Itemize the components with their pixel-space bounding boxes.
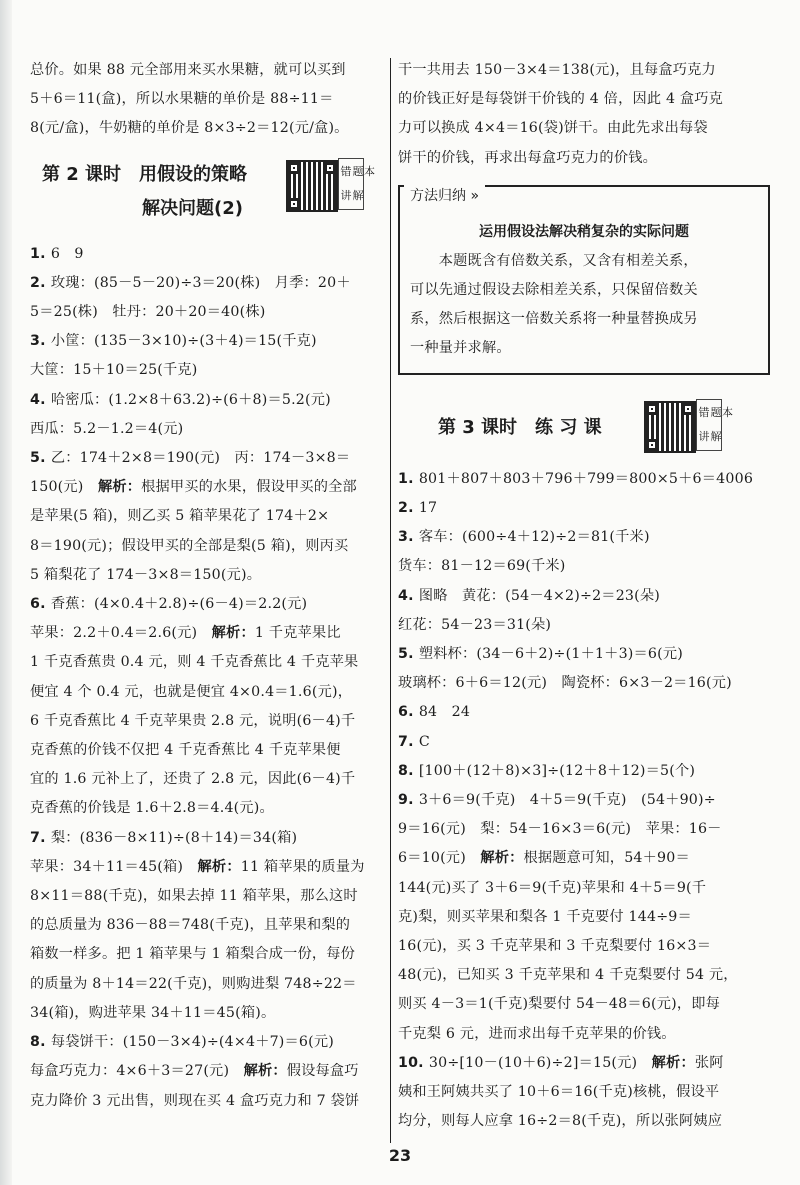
answer-text: 801＋807＋803＋796＋799＝800×5＋6＝4006 [418,470,754,487]
answer-text: 克香蕉的价钱不仅把 4 千克香蕉比 4 千克苹果便 [30,742,341,759]
answer-text: 乙：174＋2×8＝190(元) 丙：174－3×8＝ [50,450,351,467]
answer-text: 苹果：34＋11＝45(箱) [30,858,198,875]
answer-continuation [30,561,386,590]
answer-number: 3. [30,333,51,350]
answer-text: 苹果：2.2＋0.4＝2.6(元) [30,625,212,642]
answer-number: 8. [398,762,419,779]
answer-continuation [398,815,770,844]
qr-label: 错 讲 题 解 本 [338,158,364,210]
answer-item [30,240,386,269]
lesson-2-header [30,152,386,236]
answer-text: 每盒巧克力：4×6＋3＝27(元) [30,1063,244,1080]
answer-text: 图略 黄花：(54－4×2)÷2＝23(朵) [418,587,661,604]
answer-text: 西瓜：5.2－1.2＝4(元) [30,420,184,437]
answer-text: 假设每盒巧 [286,1063,359,1080]
answer-text: 大筐：15＋10＝25(千克) [30,362,198,379]
method-tag: 方法归纳 » [404,183,485,207]
answer-continuation [30,911,386,940]
answer-text: 便宜 4 个 0.4 元，也就是便宜 4×0.4＝1.6(元)， [30,683,353,700]
text-line: 饼干的价钱，再求出每盒巧克力的价钱。 [398,149,657,166]
answer-text: 宜的 1.6 元补上了，还贵了 2.8 元，因此(6－4)千 [30,771,356,788]
answer-item [30,386,386,415]
answer-item [398,786,770,815]
answer-text: C [418,733,430,750]
answer-number: 1. [398,470,419,487]
answer-text: 姨和王阿姨共买了 10＋6＝16(千克)核桃，假设平 [398,1084,720,1101]
answer-continuation [398,1078,770,1107]
answer-text: 每袋饼干：(150－3×4)÷(4×4＋7)＝6(元) [50,1034,335,1051]
answer-item [30,327,386,356]
answer-text: [100＋(12＋8)×3]÷(12＋8＋12)＝5(个) [418,762,696,779]
answer-number: 5. [30,450,51,467]
answer-text: 则买 4－3＝1(千克)梨要付 54－48＝6(元)，即每 [398,996,720,1013]
answer-item [398,728,770,757]
analysis-label: 解析： [480,850,524,867]
answer-item [30,590,386,619]
answer-text: 17 [418,500,438,517]
answer-text: 根据题意可知，54＋90＝ [523,850,690,867]
method-line: 本题既含有倍数关系，又含有相差关系， [410,252,698,269]
answer-continuation [30,473,386,502]
answer-continuation [30,765,386,794]
answer-text: 张阿 [694,1054,724,1071]
answer-continuation [30,532,386,561]
text-line: 总价。如果 88 元全部用来买水果糖，就可以买到 [30,62,346,78]
answer-text: 克力降价 3 元出售，则现在买 4 盒巧克力和 7 袋饼 [30,1092,360,1109]
answer-number: 4. [398,587,419,604]
answer-continuation [398,611,770,640]
answer-continuation [398,990,770,1019]
answer-text: 1 千克香蕉贵 0.4 元，则 4 千克香蕉比 4 千克苹果 [30,654,359,671]
analysis-label: 解析： [197,858,241,875]
lesson-2-title: 第 2 课时 用假设的策略 [42,163,248,185]
answer-continuation [30,882,386,911]
answer-text: 16(元)，买 3 千克苹果和 3 千克梨要付 16×3＝ [398,938,712,955]
answer-text: 的总质量为 836－88＝748(千克)，且苹果和梨的 [30,917,351,934]
answer-continuation [30,736,386,765]
answer-continuation [30,999,386,1028]
answer-text: 150(元) [30,479,98,496]
answer-continuation [398,903,770,932]
method-line: 可以先通过假设去除相差关系，只保留倍数关 [410,281,698,298]
answer-text: 均分，则每人应拿 16÷2＝8(千克)，所以张阿姨应 [398,1113,723,1130]
method-line: 一种量并求解。 [410,339,511,356]
answer-continuation [30,648,386,677]
left-column [30,56,386,1116]
answer-item [398,1049,770,1078]
answer-item [398,757,770,786]
answer-continuation [30,853,386,882]
answer-number: 5. [398,646,419,663]
text-line: 5＋6＝11(盒)，所以水果糖的单价是 88÷11＝ [30,91,334,108]
answer-text: 6 9 [50,245,84,262]
answer-continuation [30,678,386,707]
answer-continuation [398,844,770,873]
method-line: 系，然后根据这一倍数关系将一种量替换成另 [410,310,698,327]
answer-continuation [30,298,386,327]
answer-continuation [30,415,386,444]
answer-continuation [398,1107,770,1136]
qr-label: 错 讲 题 解 本 [696,399,722,451]
lesson-3-title: 第 3 课时 练 习 课 [438,416,602,438]
answer-continuation [398,552,770,581]
answer-number: 2. [30,274,51,291]
answer-continuation [30,940,386,969]
answer-text: 8×11＝88(千克)，如果去掉 11 箱苹果，那么这时 [30,888,358,905]
answer-text: 客车：(600÷4＋12)÷2＝81(千米) [418,529,650,546]
answer-text: 9＝16(元) 梨：54－16×3＝6(元) 苹果：16－ [398,821,722,838]
answer-continuation [30,707,386,736]
answer-item [398,582,770,611]
answer-text: 梨：(836－8×11)÷(8＋14)＝34(箱) [50,829,298,846]
qr-code-icon[interactable] [644,401,696,453]
answer-text: 6 千克香蕉比 4 千克苹果贵 2.8 元，说明(6－4)千 [30,712,356,729]
answer-number: 4. [30,391,51,408]
answer-number: 3. [398,529,419,546]
answer-text: 千克梨 6 元，进而求出每千克苹果的价钱。 [398,1025,676,1042]
answer-continuation [30,502,386,531]
answer-text: 34(箱)，购进苹果 34＋11＝45(箱)。 [30,1004,276,1021]
answer-number: 10. [398,1054,429,1071]
answer-number: 2. [398,500,419,517]
answer-continuation [30,356,386,385]
answer-text: 1 千克苹果比 [254,625,341,642]
answer-item [398,698,770,727]
answer-text: 根据甲买的水果，假设甲买的全部 [141,479,357,496]
answer-text: 小筐：(135－3×10)÷(3＋4)＝15(千克) [50,333,317,350]
answer-text: 8＝190(元)；假设甲买的全部是梨(5 箱)，则丙买 [30,537,349,554]
text-line: 8(元/盒)，牛奶糖的单价是 8×3÷2＝12(元/盒)。 [30,120,349,137]
right-column [398,56,770,1136]
answer-continuation [398,669,770,698]
answer-continuation [30,794,386,823]
answer-item [30,444,386,473]
answer-text: 30÷[10－(10＋6)÷2]＝15(元) [428,1054,652,1071]
answer-text: 玻璃杯：6＋6＝12(元) 陶瓷杯：6×3－2＝16(元) [398,675,732,692]
analysis-label: 解析： [97,479,142,496]
answer-number: 6. [398,704,419,721]
answer-item [398,465,770,494]
column-divider [390,58,391,1143]
text-line: 力可以换成 4×4＝16(袋)饼干。由此先求出每袋 [398,120,708,137]
answer-text: 克香蕉的价钱是 1.6＋2.8＝4.4(元)。 [30,800,274,817]
answer-text: 塑料杯：(34－6＋2)÷(1＋1＋3)＝6(元) [418,646,683,663]
answer-continuation [30,970,386,999]
answer-continuation [398,1020,770,1049]
answer-text: 货车：81－12＝69(千米) [398,558,566,575]
answer-continuation [398,932,770,961]
answer-text: 144(元)买了 3＋6＝9(千克)苹果和 4＋5＝9(千 [398,879,707,896]
lesson-2-subtitle: 解决问题(2) [142,197,243,219]
answer-continuation [30,619,386,648]
lesson-3-header [398,393,770,465]
answer-text: 84 24 [418,704,471,721]
text-line: 的价钱正好是每袋饼干价钱的 4 倍，因此 4 盒巧克 [398,91,724,108]
answer-text: 5 箱梨花了 174－3×8＝150(元)。 [30,566,262,583]
answer-item [30,1028,386,1057]
answer-text: 48(元)，已知买 3 千克苹果和 4 千克梨要付 54 元， [398,967,738,984]
answer-text: 克)梨，则买苹果和梨各 1 千克要付 144÷9＝ [398,908,692,925]
answer-item [30,269,386,298]
answer-number: 7. [398,733,419,750]
analysis-label: 解析： [211,625,255,642]
answer-text: 香蕉：(4×0.4＋2.8)÷(6－4)＝2.2(元) [50,596,308,613]
answer-text: 3＋6＝9(千克) 4＋5＝9(千克) (54＋90)÷ [418,792,716,809]
answer-continuation [398,961,770,990]
right-answer-list [398,465,770,1137]
page-edge-shadow [0,0,12,1185]
answer-number: 7. [30,829,51,846]
answer-text: 哈密瓜：(1.2×8＋63.2)÷(6＋8)＝5.2(元) [50,391,331,408]
answer-text: 5＝25(株) 牡丹：20＋20＝40(株) [30,304,266,321]
answer-number: 8. [30,1034,51,1051]
answer-number: 1. [30,245,51,262]
answer-item [398,640,770,669]
left-answer-list [30,240,386,1116]
answer-item [398,523,770,552]
answer-text: 6＝10(元) [398,850,481,867]
answer-text: 箱数一样多。把 1 箱苹果与 1 箱梨合成一份，每份 [30,946,356,963]
method-summary-box [398,185,770,375]
answer-text: 玫瑰：(85－5－20)÷3＝20(株) 月季：20＋ [50,274,351,291]
qr-code-icon[interactable] [286,160,338,212]
answer-continuation [30,1087,386,1116]
answer-text: 的质量为 8＋14＝22(千克)，则购进梨 748÷22＝ [30,975,357,992]
answer-number: 6. [30,596,51,613]
answer-item [398,494,770,523]
method-subtitle: 运用假设法解决稍复杂的实际问题 [479,223,689,240]
answer-text: 是苹果(5 箱)，则乙买 5 箱苹果花了 174＋2× [30,508,330,525]
analysis-label: 解析： [651,1054,695,1071]
answer-continuation [30,1057,386,1086]
text-line: 干一共用去 150－3×4＝138(元)，且每盒巧克力 [398,62,716,78]
answer-continuation [398,874,770,903]
analysis-label: 解析： [243,1063,287,1080]
answer-text: 红花：54－23＝31(朵) [398,616,552,633]
answer-text: 11 箱苹果的质量为 [240,858,365,875]
answer-item [30,824,386,853]
answer-number: 9. [398,792,419,809]
page-number: 23 [388,1146,412,1165]
